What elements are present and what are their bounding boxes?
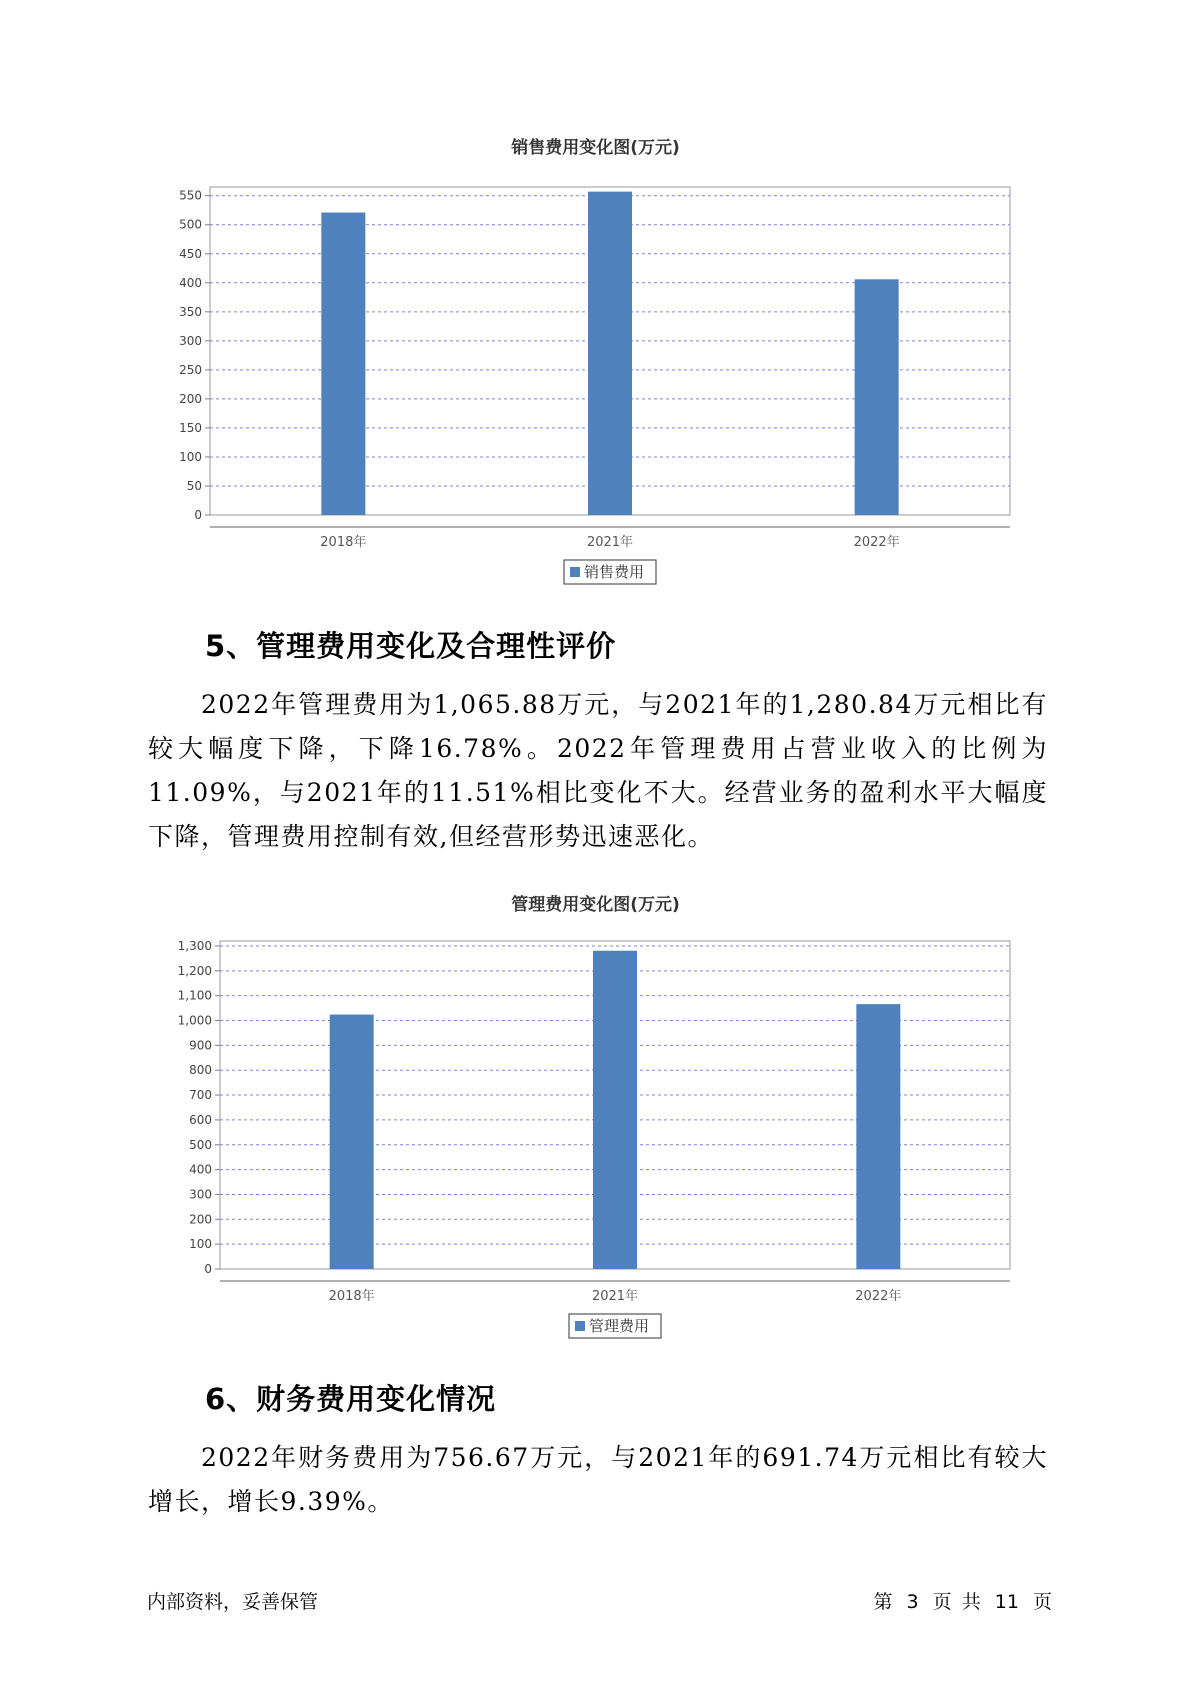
y-tick-label: 550 [179, 188, 202, 203]
bar-2018年 [321, 213, 365, 515]
y-tick-label: 300 [189, 1187, 212, 1202]
legend-swatch [570, 567, 580, 577]
page-current: 3 [906, 1591, 919, 1613]
paragraph-management-text: 2022年管理费用为1,065.88万元，与2021年的1,280.84万元相比有较大幅度下降，下降16.78%。2022年管理费用占营业收入的比例为11.09%，与2021年的11.51%相比变化不大。经营业务的盈利水平大幅度下降，管理费用控制有效,但经营形势迅速恶化。 [148, 690, 1048, 851]
legend-label: 管理费用 [589, 1317, 650, 1335]
legend-label: 销售费用 [584, 563, 645, 581]
y-tick-label: 500 [179, 217, 202, 232]
bar-2018年 [330, 1015, 374, 1269]
x-tick-label: 2022年 [855, 1289, 902, 1304]
bar-2021年 [588, 192, 632, 515]
y-tick-label: 1,100 [177, 988, 212, 1003]
y-tick-label: 300 [179, 333, 202, 348]
y-tick-label: 150 [179, 420, 202, 435]
x-tick-label: 2022年 [853, 535, 900, 550]
bar-2022年 [855, 279, 899, 515]
y-tick-label: 1,000 [177, 1013, 212, 1028]
y-tick-label: 600 [189, 1112, 212, 1127]
sales-expense-chart [0, 170, 1191, 600]
x-tick-label: 2018年 [320, 535, 367, 550]
bar-2022年 [856, 1004, 900, 1269]
paragraph-finance-text: 2022年财务费用为756.67万元，与2021年的691.74万元相比有较大增长，增长9.39%。 [148, 1443, 1048, 1516]
y-tick-label: 200 [179, 391, 202, 406]
y-tick-label: 400 [189, 1162, 212, 1177]
chart-title-management: 管理费用变化图(万元) [511, 895, 680, 915]
page-total: 11 [994, 1591, 1019, 1613]
y-tick-label: 1,200 [177, 963, 212, 978]
x-tick-label: 2021年 [591, 1289, 639, 1304]
x-tick-label: 2018年 [328, 1289, 375, 1304]
legend-swatch [575, 1321, 585, 1331]
page-prefix: 第 [873, 1591, 893, 1613]
bar-2021年 [593, 951, 637, 1269]
y-tick-label: 350 [179, 304, 202, 319]
y-tick-label: 700 [189, 1088, 212, 1103]
section-heading-management: 5、管理费用变化及合理性评价 [205, 629, 617, 663]
y-tick-label: 450 [179, 246, 202, 261]
page-suffix: 页 [1032, 1591, 1052, 1613]
y-tick-label: 800 [189, 1063, 212, 1078]
y-tick-label: 400 [179, 275, 202, 290]
y-tick-label: 0 [204, 1262, 212, 1276]
y-tick-label: 100 [179, 449, 202, 464]
footer-confidential-note: 内部资料，妥善保管 [147, 1591, 319, 1613]
y-tick-label: 0 [194, 508, 202, 522]
y-tick-label: 250 [179, 362, 202, 377]
y-tick-label: 50 [186, 478, 202, 493]
y-tick-label: 500 [189, 1137, 212, 1152]
y-tick-label: 100 [189, 1237, 212, 1252]
footer-page-number [871, 1587, 1054, 1614]
section-heading-finance: 6、财务费用变化情况 [205, 1382, 497, 1416]
y-tick-label: 200 [189, 1212, 212, 1227]
y-tick-label: 900 [189, 1038, 212, 1053]
page-mid: 页 共 [932, 1591, 981, 1613]
y-tick-label: 1,300 [177, 938, 212, 953]
paragraph-management [148, 683, 1048, 859]
management-expense-chart [0, 925, 1191, 1355]
paragraph-finance [148, 1436, 1048, 1524]
x-tick-label: 2021年 [586, 535, 634, 550]
chart-title-sales: 销售费用变化图(万元) [511, 138, 680, 158]
